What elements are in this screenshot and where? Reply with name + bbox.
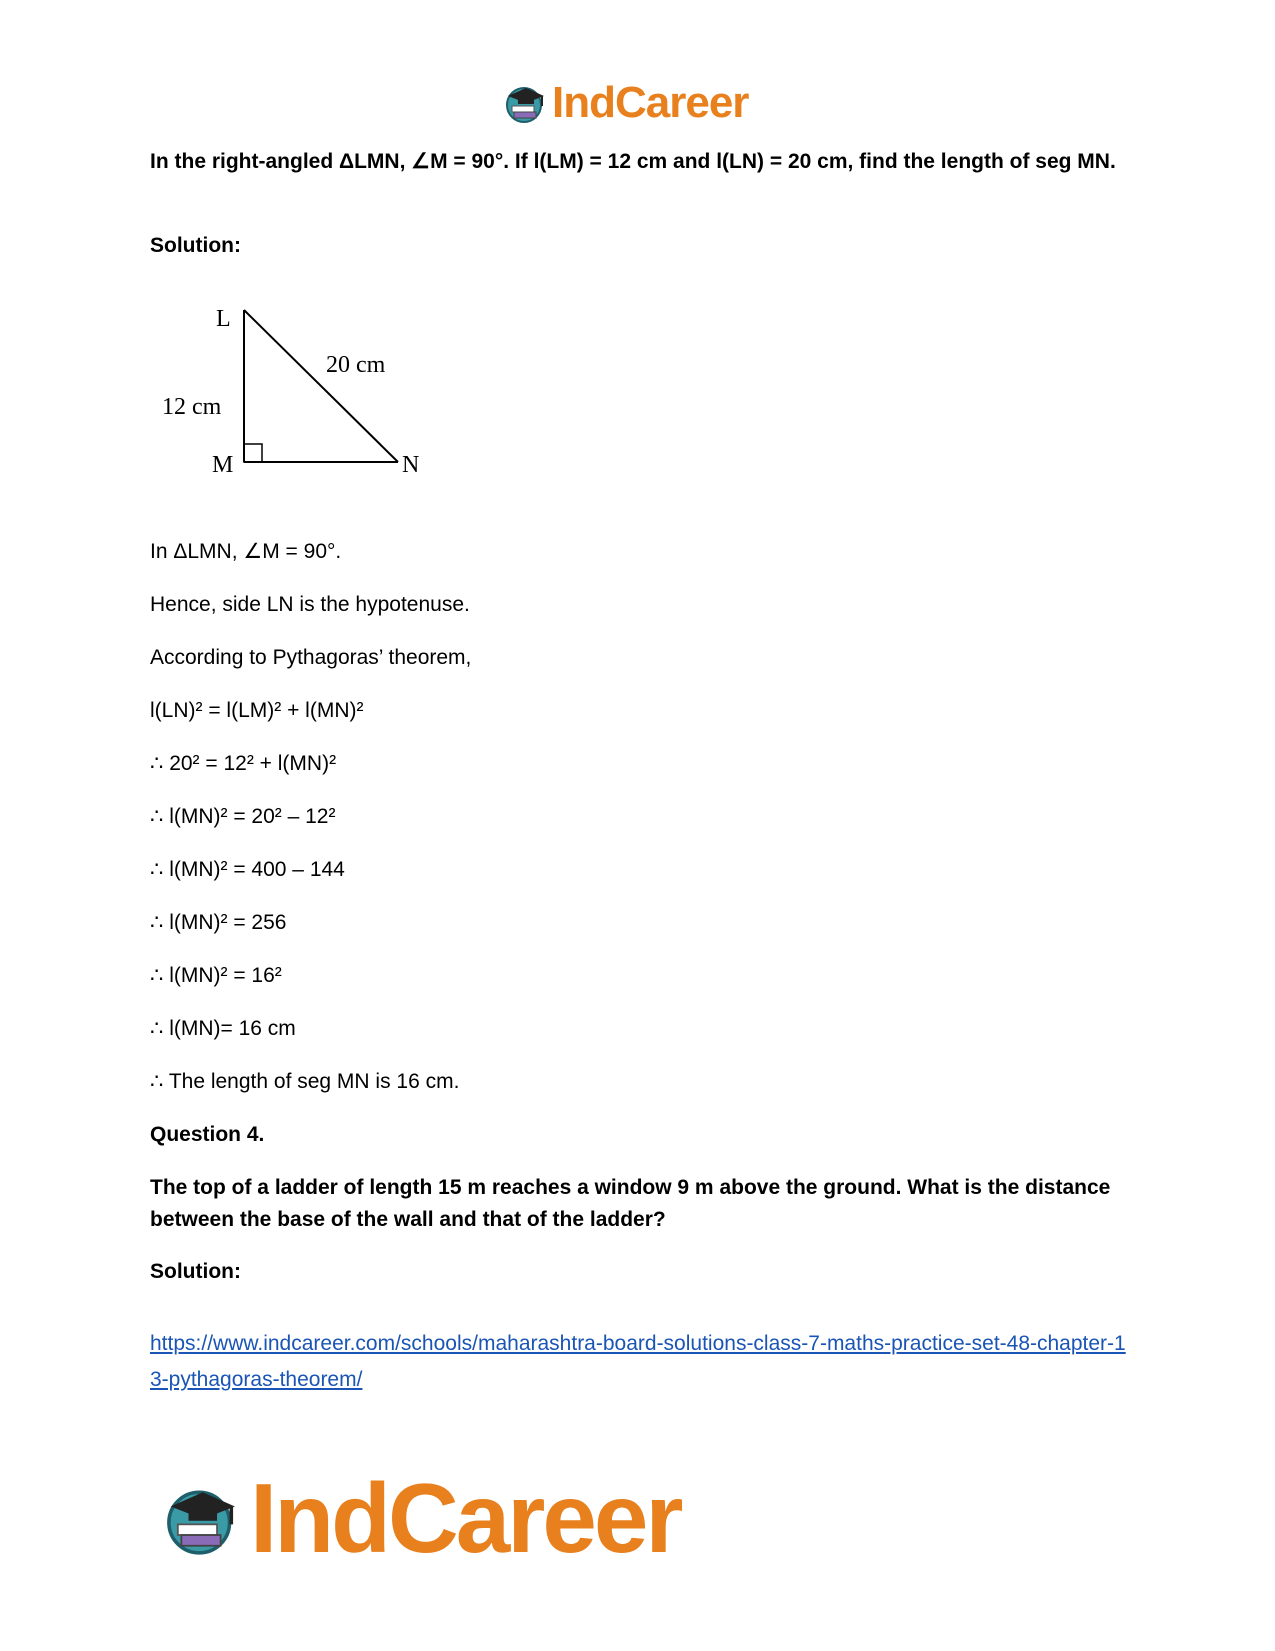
logo-text: IndCareer: [552, 78, 749, 127]
solution-step: ∴ l(MN)² = 256: [150, 911, 287, 934]
solution-step: In ΔLMN, ∠M = 90°.: [150, 540, 342, 563]
solution-step: Hence, side LN is the hypotenuse.: [150, 593, 470, 616]
right-angle-marker: [244, 444, 262, 462]
question-4-text: The top of a ladder of length 15 m reaches a window 9 m above the ground. What is the distance between the base of the wall and that of the ladder?: [150, 1176, 1111, 1231]
vertex-label-n: N: [402, 452, 420, 478]
question-text: In the right-angled ΔLMN, ∠M = 90°. If l(LM) = 12 cm and l(LN) = 20 cm, find the length of seg MN.: [150, 150, 1116, 173]
solution-step: According to Pythagoras’ theorem,: [150, 646, 472, 669]
side-label-ln: 20 cm: [326, 352, 386, 378]
side-label-lm: 12 cm: [162, 394, 222, 420]
source-link[interactable]: https://www.indcareer.com/schools/maharashtra-board-solutions-class-7-maths-practice-set-48-chapter-13-pythagoras-theorem/: [150, 1332, 1126, 1391]
side-ln: [244, 310, 398, 462]
solution-step: l(LN)² = l(LM)² + l(MN)²: [150, 699, 364, 722]
vertex-label-m: M: [212, 452, 234, 478]
graduation-cap-globe-icon: [160, 1478, 242, 1560]
triangle-diagram: [150, 296, 440, 486]
solution-step: ∴ l(MN)= 16 cm: [150, 1017, 296, 1040]
graduation-cap-globe-icon: [502, 82, 548, 124]
logo-text: IndCareer: [250, 1463, 681, 1573]
solution-step: ∴ The length of seg MN is 16 cm.: [150, 1070, 460, 1093]
question-4-label: Question 4.: [150, 1123, 265, 1146]
vertex-label-l: L: [216, 306, 231, 332]
question-4-solution-label: Solution:: [150, 1260, 241, 1283]
solution-step: ∴ l(MN)² = 400 – 144: [150, 858, 345, 881]
logo-bottom: [160, 1462, 681, 1575]
solution-label: Solution:: [150, 234, 241, 257]
solution-step: ∴ 20² = 12² + l(MN)²: [150, 752, 337, 775]
solution-step: ∴ l(MN)² = 20² – 12²: [150, 805, 336, 828]
solution-step: ∴ l(MN)² = 16²: [150, 964, 282, 987]
logo-top: [502, 78, 748, 128]
